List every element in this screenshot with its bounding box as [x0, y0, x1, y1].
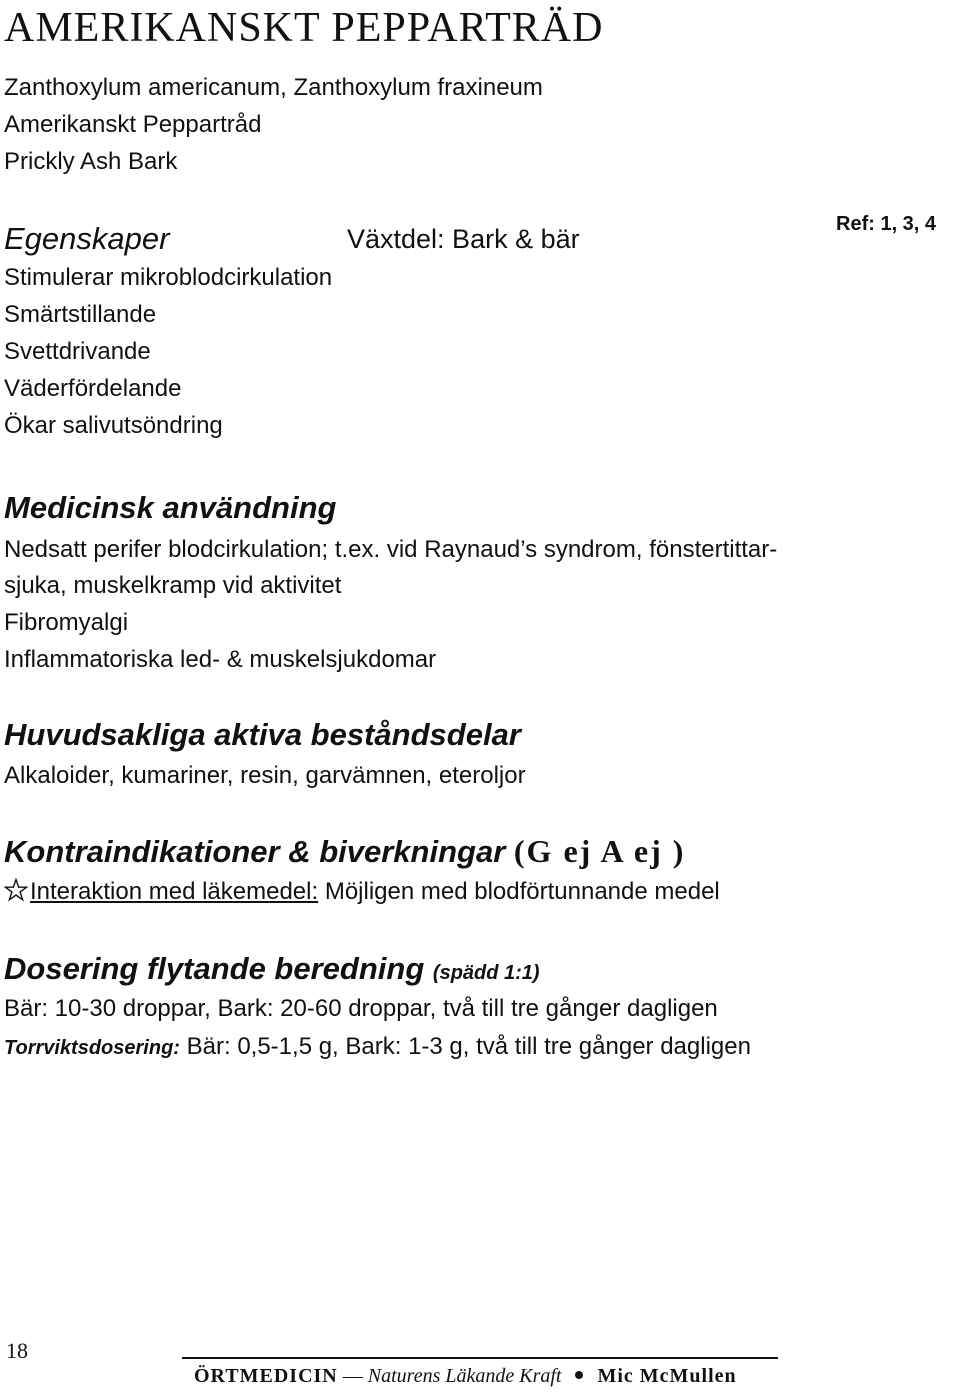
medical-use-heading: Medicinsk användning: [4, 490, 337, 525]
medical-use-line: Nedsatt perifer blodcirkulation; t.ex. vid Raynaud’s syndrom, fönstertittar-: [4, 536, 778, 563]
property-item: Svettdrivande: [4, 338, 151, 365]
contraindications-heading: [4, 832, 685, 871]
latin-names: Zanthoxylum americanum, Zanthoxylum fraxineum: [4, 74, 543, 101]
contraindications-title: Kontraindikationer & biverkningar: [4, 834, 506, 869]
interaction-label: Interaktion med läkemedel:: [30, 878, 319, 905]
constituents-text: Alkaloider, kumariner, resin, garvämnen, eteroljor: [4, 762, 526, 789]
footer-dash: —: [337, 1365, 368, 1387]
plant-part: Växtdel: Bark & bär: [347, 224, 580, 254]
page-number: 18: [6, 1338, 28, 1363]
footer: [194, 1364, 737, 1388]
page-title: AMERIKANSKT PEPPARTRÄD: [4, 5, 604, 51]
swedish-name: Amerikanskt Peppartråd: [4, 111, 262, 138]
constituents-heading: Huvudsakliga aktiva beståndsdelar: [4, 717, 521, 752]
reference-note: Ref: 1, 3, 4: [836, 213, 937, 235]
dry-weight-text: Bär: 0,5-1,5 g, Bark: 1-3 g, två till tre gånger dagligen: [179, 1033, 751, 1060]
english-name: Prickly Ash Bark: [4, 148, 178, 175]
dosage-title: Dosering flytande beredning: [4, 951, 425, 986]
star-outline-icon: [4, 878, 28, 902]
interaction-line: [4, 877, 720, 907]
property-item: Stimulerar mikroblodcirkulation: [4, 264, 333, 291]
dry-weight-label: Torrviktsdosering:: [4, 1037, 180, 1059]
footer-divider: [182, 1357, 778, 1359]
dosage-heading: [4, 950, 540, 992]
property-item: Väderfördelande: [4, 375, 182, 402]
bullet-icon: [575, 1371, 583, 1379]
dry-weight-dosage-line: [4, 1032, 751, 1063]
dosage-line: Bär: 10-30 droppar, Bark: 20-60 droppar, två till tre gånger dagligen: [4, 995, 718, 1022]
interaction-text: Möjligen med blodförtunnande medel: [318, 878, 720, 905]
medical-use-line: sjuka, muskelkramp vid aktivitet: [4, 572, 342, 599]
footer-tagline: Naturens Läkande Kraft: [367, 1365, 562, 1387]
medical-use-line: Inflammatoriska led- & muskelsjukdomar: [4, 646, 437, 673]
pregnancy-lactation-note: (G ej A ej ): [513, 833, 686, 869]
property-item: Smärtstillande: [4, 301, 157, 328]
footer-author: Mic McMullen: [597, 1365, 737, 1387]
property-item: Ökar salivutsöndring: [4, 412, 223, 439]
dosage-dilution-note: (spädd 1:1): [432, 962, 540, 984]
properties-heading: Egenskaper: [4, 221, 170, 256]
medical-use-line: Fibromyalgi: [4, 609, 129, 636]
footer-brand: ÖRTMEDICIN: [194, 1365, 338, 1387]
